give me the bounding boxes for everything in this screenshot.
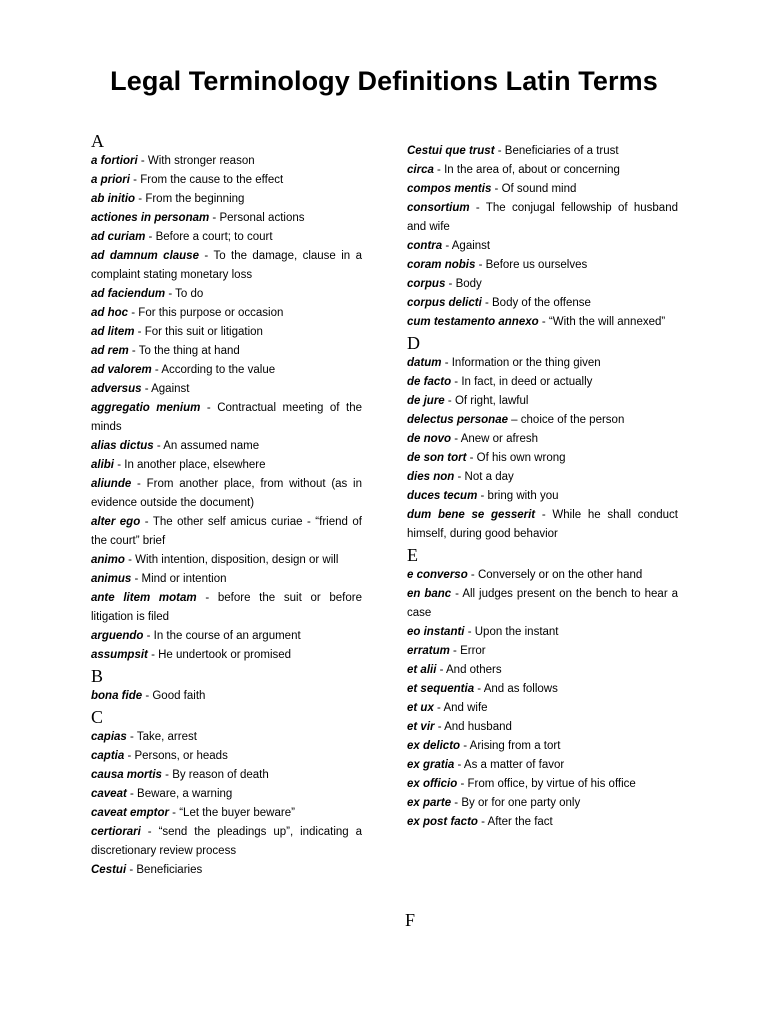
- section-letter-f: F: [405, 910, 416, 930]
- entry-term: et vir: [407, 721, 435, 733]
- entry-separator: -: [494, 145, 505, 157]
- entry-definition: For this suit or litigation: [144, 326, 263, 338]
- entry-separator: -: [134, 326, 145, 338]
- entry-separator: -: [209, 212, 220, 224]
- glossary-entry: [407, 623, 678, 642]
- entry-term: e converso: [407, 569, 468, 581]
- entry-definition: While he shall conduct himself, during good behavior: [407, 509, 678, 540]
- glossary-entry: [91, 152, 362, 171]
- glossary-entry: [91, 361, 362, 380]
- entry-term: Cestui: [91, 864, 127, 876]
- glossary-entry: [407, 142, 678, 161]
- entry-separator: -: [137, 155, 148, 167]
- glossary-entry: [91, 171, 362, 190]
- glossary-entry: [91, 323, 362, 342]
- section-letter: B: [91, 666, 104, 686]
- glossary-entry: [91, 804, 362, 823]
- entry-term: alter ego: [91, 516, 141, 528]
- entry-separator: -: [135, 193, 146, 205]
- entry-definition: For this purpose or occasion: [138, 307, 284, 319]
- entry-definition: Beneficiaries of a trust: [504, 145, 619, 157]
- entry-term: ad valorem: [91, 364, 152, 376]
- entry-term: et ux: [407, 702, 434, 714]
- entry-definition: From another place, from without (as in evidence outside the document): [91, 478, 362, 509]
- entry-definition: And husband: [444, 721, 512, 733]
- glossary-entry: [407, 680, 678, 699]
- entry-definition: All judges present on the bench to hear a case: [407, 588, 679, 619]
- entry-separator: -: [165, 288, 176, 300]
- entry-separator: -: [126, 788, 138, 800]
- entry-term: contra: [407, 240, 443, 252]
- glossary-entry: [407, 199, 678, 237]
- glossary-entry: [407, 354, 678, 373]
- entry-definition: “Let the buyer beware”: [179, 807, 295, 819]
- entry-separator: -: [469, 202, 486, 214]
- entry-definition: As a matter of favor: [463, 759, 565, 771]
- entry-separator: -: [131, 573, 142, 585]
- entry-definition: Beneficiaries: [136, 864, 203, 876]
- glossary-entry: [407, 699, 678, 718]
- entry-definition: From the cause to the effect: [140, 174, 284, 186]
- entry-definition: The other self amicus curiae - “friend of the court” brief: [91, 516, 362, 547]
- entry-term: corpus: [407, 278, 446, 290]
- entry-definition: “send the pleadings up”, indicating a discretionary review process: [91, 826, 362, 857]
- entry-definition: Before us ourselves: [485, 259, 588, 271]
- section-letter: A: [91, 131, 104, 151]
- entry-term: eo instanti: [407, 626, 465, 638]
- entry-term: bona fide: [91, 690, 143, 702]
- entry-definition: Beware, a warning: [137, 788, 233, 800]
- entry-term: erratum: [407, 645, 450, 657]
- glossary-entry: [91, 861, 362, 880]
- entry-separator: -: [454, 759, 464, 771]
- entry-term: alibi: [91, 459, 115, 471]
- entry-separator: -: [441, 357, 452, 369]
- entry-term: de novo: [407, 433, 452, 445]
- entry-definition: And as follows: [483, 683, 558, 695]
- glossary-entry: [91, 190, 362, 209]
- entry-definition: Error: [460, 645, 486, 657]
- entry-definition: The conjugal fellowship of husband and wife: [407, 202, 678, 233]
- entry-term: corpus delicti: [407, 297, 482, 309]
- entry-definition: And others: [446, 664, 502, 676]
- entry-definition: Of sound mind: [501, 183, 577, 195]
- entry-definition: Good faith: [152, 690, 206, 702]
- entry-definition: With intention, disposition, design or will: [135, 554, 339, 566]
- glossary-entry: [407, 256, 678, 275]
- entry-term: causa mortis: [91, 769, 162, 781]
- entry-separator: -: [143, 630, 154, 642]
- entry-separator: -: [451, 433, 461, 445]
- entry-definition: Body: [455, 278, 482, 290]
- entry-term: assumpsit: [91, 649, 148, 661]
- entry-definition: Upon the instant: [474, 626, 559, 638]
- glossary-entry: [91, 285, 362, 304]
- entry-separator: -: [457, 778, 468, 790]
- glossary-entry: [407, 430, 678, 449]
- entry-term: datum: [407, 357, 442, 369]
- entry-term: et sequentia: [407, 683, 475, 695]
- section-letter: E: [407, 545, 418, 565]
- glossary-entry: [91, 380, 362, 399]
- entry-separator: -: [124, 554, 136, 566]
- entry-separator: -: [445, 278, 456, 290]
- glossary-entry: [407, 661, 678, 680]
- entry-separator: -: [433, 164, 445, 176]
- entry-definition: Body of the offense: [492, 297, 591, 309]
- entry-term: de facto: [407, 376, 452, 388]
- entry-definition: Of his own wrong: [476, 452, 566, 464]
- glossary-entry: [91, 304, 362, 323]
- entry-separator: -: [475, 259, 486, 271]
- entry-separator: -: [124, 750, 135, 762]
- entry-term: aggregatio menium: [91, 402, 201, 414]
- entry-separator: -: [460, 740, 470, 752]
- entry-term: arguendo: [91, 630, 144, 642]
- entry-term: aliunde: [91, 478, 132, 490]
- glossary-entry: [407, 506, 678, 544]
- glossary-entry: [407, 718, 678, 737]
- entry-definition: Against: [151, 383, 190, 395]
- entry-term: ab initio: [91, 193, 136, 205]
- entry-separator: -: [535, 509, 553, 521]
- entry-separator: -: [145, 231, 156, 243]
- entry-term: actiones in personam: [91, 212, 210, 224]
- entry-separator: -: [491, 183, 502, 195]
- glossary-entry: [407, 794, 678, 813]
- entry-separator: -: [153, 440, 164, 452]
- glossary-entry: [407, 642, 678, 661]
- entry-term: cum testamento annexo: [407, 316, 539, 328]
- entry-term: adversus: [91, 383, 142, 395]
- glossary-entry: [91, 728, 362, 747]
- entry-definition: To the thing at hand: [138, 345, 240, 357]
- entry-separator: -: [477, 816, 488, 828]
- entry-definition: Mind or intention: [141, 573, 227, 585]
- glossary-entry: [91, 785, 362, 804]
- entry-separator: -: [147, 649, 159, 661]
- glossary-entry: [407, 566, 678, 585]
- entry-separator: -: [454, 471, 465, 483]
- glossary-entry: [407, 487, 678, 506]
- entry-separator: -: [128, 307, 139, 319]
- entry-definition: Before a court; to court: [155, 231, 273, 243]
- glossary-entry: [91, 437, 362, 456]
- entry-term: duces tecum: [407, 490, 478, 502]
- entry-term: ad rem: [91, 345, 129, 357]
- glossary-entry: [407, 449, 678, 468]
- entry-term: de son tort: [407, 452, 467, 464]
- entry-separator: -: [467, 569, 478, 581]
- entry-term: dies non: [407, 471, 455, 483]
- entry-definition: “With the will annexed”: [548, 316, 666, 328]
- entry-term: certiorari: [91, 826, 141, 838]
- glossary-entry: [407, 392, 678, 411]
- glossary-entry: [91, 475, 362, 513]
- entry-definition: Of right, lawful: [454, 395, 529, 407]
- glossary-entry: [407, 468, 678, 487]
- entry-term: compos mentis: [407, 183, 492, 195]
- entry-definition: Persons, or heads: [134, 750, 228, 762]
- entry-definition: Anew or afresh: [460, 433, 539, 445]
- entry-separator: -: [161, 769, 173, 781]
- entry-separator: -: [196, 592, 218, 604]
- entry-separator: -: [449, 645, 461, 657]
- entry-term: ad hoc: [91, 307, 129, 319]
- entry-definition: Arising from a tort: [469, 740, 561, 752]
- entry-definition: Against: [451, 240, 491, 252]
- entry-separator: -: [151, 364, 162, 376]
- glossary-entry: [91, 747, 362, 766]
- glossary-entry: [407, 411, 678, 430]
- entry-term: a fortiori: [91, 155, 138, 167]
- entry-term: et alii: [407, 664, 437, 676]
- entry-separator: -: [442, 240, 452, 252]
- entry-separator: -: [200, 402, 218, 414]
- entry-term: ex officio: [407, 778, 458, 790]
- glossary-entry: [407, 161, 678, 180]
- entry-definition: In the course of an argument: [153, 630, 301, 642]
- glossary-entry: [91, 551, 362, 570]
- page-title: Legal Terminology Definitions Latin Terms: [110, 66, 658, 96]
- glossary-entry: [91, 247, 362, 285]
- entry-separator: -: [114, 459, 125, 471]
- entry-definition: before the suit or before litigation is filed: [91, 592, 363, 623]
- entry-term: de jure: [407, 395, 445, 407]
- entry-separator: -: [126, 731, 137, 743]
- entry-separator: -: [436, 664, 446, 676]
- entry-definition: From the beginning: [145, 193, 245, 205]
- entry-definition: With stronger reason: [147, 155, 255, 167]
- entry-definition: In another place, elsewhere: [124, 459, 266, 471]
- entry-separator: -: [444, 395, 455, 407]
- entry-term: ad litem: [91, 326, 135, 338]
- glossary-entry: [407, 294, 678, 313]
- entry-definition: To the damage, clause in a complaint stating monetary loss: [91, 250, 362, 281]
- entry-definition: Take, arrest: [136, 731, 197, 743]
- entry-separator: -: [433, 702, 444, 714]
- entry-term: animus: [91, 573, 132, 585]
- entry-term: ex parte: [407, 797, 452, 809]
- entry-definition: Information or the thing given: [451, 357, 601, 369]
- entry-term: ad curiam: [91, 231, 146, 243]
- entry-term: ante litem motam: [91, 592, 197, 604]
- entry-definition: He undertook or promised: [158, 649, 292, 661]
- entry-separator: -: [142, 690, 153, 702]
- glossary-entry: [91, 513, 362, 551]
- glossary-entry: [407, 775, 678, 794]
- entry-separator: -: [451, 588, 463, 600]
- glossary-entry: [407, 756, 678, 775]
- entry-separator: -: [140, 516, 153, 528]
- entry-term: delectus personae: [407, 414, 508, 426]
- glossary-entry: [407, 585, 678, 623]
- entry-term: a priori: [91, 174, 130, 186]
- glossary-entry: [91, 456, 362, 475]
- glossary-entry: [407, 373, 678, 392]
- glossary-entry: [91, 646, 362, 665]
- entry-term: ex delicto: [407, 740, 461, 752]
- glossary-entry: [407, 180, 678, 199]
- glossary-entry: [407, 313, 678, 332]
- entry-term: consortium: [407, 202, 470, 214]
- entry-separator: -: [451, 797, 462, 809]
- glossary-entry: [407, 237, 678, 256]
- section-letter: C: [91, 707, 104, 727]
- entry-term: caveat: [91, 788, 127, 800]
- entry-definition: An assumed name: [163, 440, 260, 452]
- entry-definition: And wife: [443, 702, 488, 714]
- entry-definition: According to the value: [161, 364, 276, 376]
- entry-definition: From office, by virtue of his office: [467, 778, 636, 790]
- glossary-entry: [407, 275, 678, 294]
- entry-separator: -: [481, 297, 493, 309]
- entry-definition: In the area of, about or concerning: [444, 164, 620, 176]
- entry-term: caveat emptor: [91, 807, 169, 819]
- left-column: [91, 130, 362, 880]
- entry-term: ad damnum clause: [91, 250, 199, 262]
- glossary-entry: [91, 766, 362, 785]
- entry-term: en banc: [407, 588, 452, 600]
- entry-definition: By or for one party only: [461, 797, 581, 809]
- entry-separator: -: [141, 383, 152, 395]
- entry-separator: -: [131, 478, 147, 490]
- glossary-entry: [91, 687, 362, 706]
- entry-separator: -: [474, 683, 484, 695]
- glossary-entry: [91, 570, 362, 589]
- entry-term: ex gratia: [407, 759, 455, 771]
- entry-definition: In fact, in deed or actually: [461, 376, 593, 388]
- entry-separator: -: [464, 626, 475, 638]
- entry-term: captia: [91, 750, 125, 762]
- entry-definition: After the fact: [487, 816, 553, 828]
- glossary-entry: [91, 399, 362, 437]
- entry-definition: By reason of death: [172, 769, 269, 781]
- entry-definition: bring with you: [487, 490, 559, 502]
- entry-term: dum bene se gesserit: [407, 509, 536, 521]
- entry-definition: To do: [175, 288, 204, 300]
- entry-separator: -: [168, 807, 180, 819]
- entry-separator: -: [451, 376, 462, 388]
- entry-separator: -: [198, 250, 214, 262]
- entry-separator: -: [466, 452, 477, 464]
- entry-separator: -: [538, 316, 549, 328]
- glossary-entry: [91, 627, 362, 646]
- entry-definition: Contractual meeting of the minds: [91, 402, 362, 433]
- right-column: [407, 142, 678, 832]
- section-letter: D: [407, 333, 420, 353]
- entry-separator: -: [126, 864, 137, 876]
- entry-term: circa: [407, 164, 434, 176]
- entry-term: animo: [91, 554, 125, 566]
- entry-separator: -: [477, 490, 488, 502]
- entry-separator: -: [129, 174, 141, 186]
- entry-separator: -: [128, 345, 139, 357]
- glossary-entry: [91, 589, 362, 627]
- glossary-entry: [91, 228, 362, 247]
- glossary-entry: [407, 737, 678, 756]
- glossary-entry: [407, 813, 678, 832]
- entry-definition: choice of the person: [520, 414, 625, 426]
- entry-term: capias: [91, 731, 127, 743]
- entry-definition: Not a day: [464, 471, 514, 483]
- entry-definition: Personal actions: [219, 212, 305, 224]
- entry-term: coram nobis: [407, 259, 476, 271]
- entry-term: alias dictus: [91, 440, 154, 452]
- entry-definition: Conversely or on the other hand: [477, 569, 643, 581]
- glossary-entry: [91, 823, 362, 861]
- entry-term: ad faciendum: [91, 288, 166, 300]
- entry-separator: –: [507, 414, 521, 426]
- entry-term: Cestui que trust: [407, 145, 495, 157]
- entry-separator: -: [140, 826, 159, 838]
- entry-separator: -: [434, 721, 445, 733]
- glossary-entry: [91, 209, 362, 228]
- entry-term: ex post facto: [407, 816, 478, 828]
- glossary-entry: [91, 342, 362, 361]
